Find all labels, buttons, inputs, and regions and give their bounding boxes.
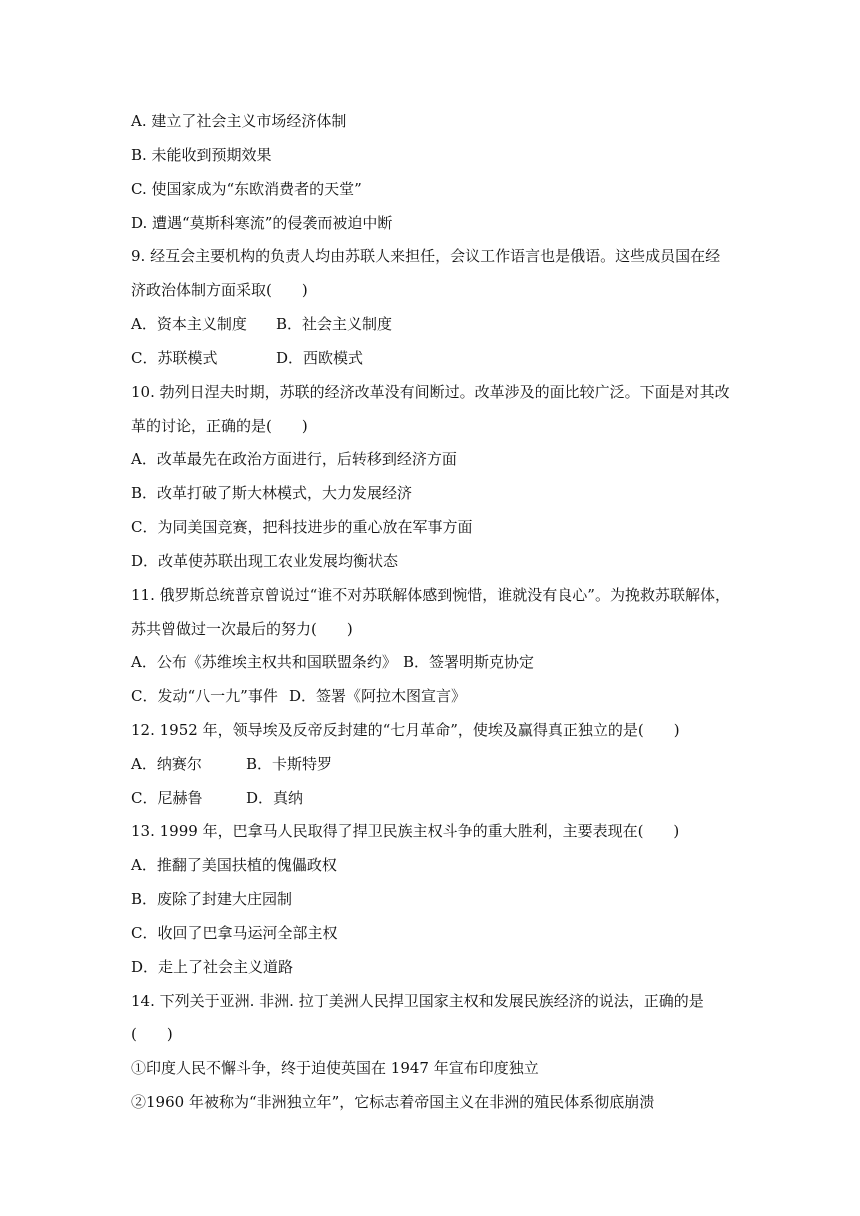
q8-option-c: C. 使国家成为“东欧消费者的天堂” xyxy=(131,180,362,198)
q14-stem-line-2: ( ) xyxy=(131,1025,173,1043)
q11-option-a: A．公布《苏维埃主权共和国联盟条约》 xyxy=(131,653,397,671)
q13-option-a: A．推翻了美国扶植的傀儡政权 xyxy=(131,856,337,874)
q12-option-c: C．尼赫鲁 xyxy=(131,789,203,807)
q10-option-b: B．改革打破了斯大林模式，大力发展经济 xyxy=(131,484,413,502)
q8-option-a: A. 建立了社会主义市场经济体制 xyxy=(131,112,347,130)
q14-stem-line-1: 14. 下列关于亚洲. 非洲. 拉丁美洲人民捍卫国家主权和发展民族经济的说法，正确的是 xyxy=(131,992,704,1010)
q8-option-d: D. 遭遇“莫斯科寒流”的侵袭而被迫中断 xyxy=(131,214,393,232)
q9-stem-line-2: 济政治体制方面采取( ) xyxy=(131,281,308,299)
q12-option-a: A．纳赛尔 xyxy=(131,755,202,773)
q11-option-c: C．发动“八一九”事件 xyxy=(131,687,278,705)
q13-option-b: B．废除了封建大庄园制 xyxy=(131,890,293,908)
q11-option-b: B．签署明斯克协定 xyxy=(403,653,535,671)
q9-option-c: C．苏联模式 xyxy=(131,349,218,367)
q10-stem-line-1: 10. 勃列日涅夫时期，苏联的经济改革没有间断过。改革涉及的面比较广泛。下面是对其改 xyxy=(131,383,730,401)
q9-option-d: D．西欧模式 xyxy=(276,349,364,367)
q10-option-c: C．为同美国竞赛，把科技进步的重心放在军事方面 xyxy=(131,518,473,536)
q13-option-c: C．收回了巴拿马运河全部主权 xyxy=(131,924,338,942)
q9-option-b: B．社会主义制度 xyxy=(276,315,393,333)
q11-stem-line-2: 苏共曾做过一次最后的努力( ) xyxy=(131,620,353,638)
q14-item-2: ②1960 年被称为“非洲独立年”，它标志着帝国主义在非洲的殖民体系彻底崩溃 xyxy=(131,1093,655,1111)
q13-option-d: D．走上了社会主义道路 xyxy=(131,958,294,976)
q9-stem-line-1: 9. 经互会主要机构的负责人均由苏联人来担任，会议工作语言也是俄语。这些成员国在经 xyxy=(131,247,721,265)
q12-stem: 12. 1952 年，领导埃及反帝反封建的“七月革命”，使埃及赢得真正独立的是( ) xyxy=(131,721,680,739)
q11-option-d: D．签署《阿拉木图宣言》 xyxy=(289,687,467,705)
q13-stem: 13. 1999 年，巴拿马人民取得了捍卫民族主权斗争的重大胜利，主要表现在( ) xyxy=(131,822,680,840)
q10-option-d: D．改革使苏联出现工农业发展均衡状态 xyxy=(131,552,399,570)
q10-stem-line-2: 革的讨论，正确的是( ) xyxy=(131,417,308,435)
q10-option-a: A．改革最先在政治方面进行，后转移到经济方面 xyxy=(131,450,457,468)
q8-option-b: B. 未能收到预期效果 xyxy=(131,146,272,164)
q12-option-b: B．卡斯特罗 xyxy=(246,755,333,773)
q11-stem-line-1: 11. 俄罗斯总统普京曾说过“谁不对苏联解体感到惋惜，谁就没有良心”。为挽救苏联解体， xyxy=(131,586,730,604)
q9-option-a: A．资本主义制度 xyxy=(131,315,247,333)
q12-option-d: D．真纳 xyxy=(246,789,304,807)
q14-item-1: ①印度人民不懈斗争，终于迫使英国在 1947 年宣布印度独立 xyxy=(131,1059,539,1077)
